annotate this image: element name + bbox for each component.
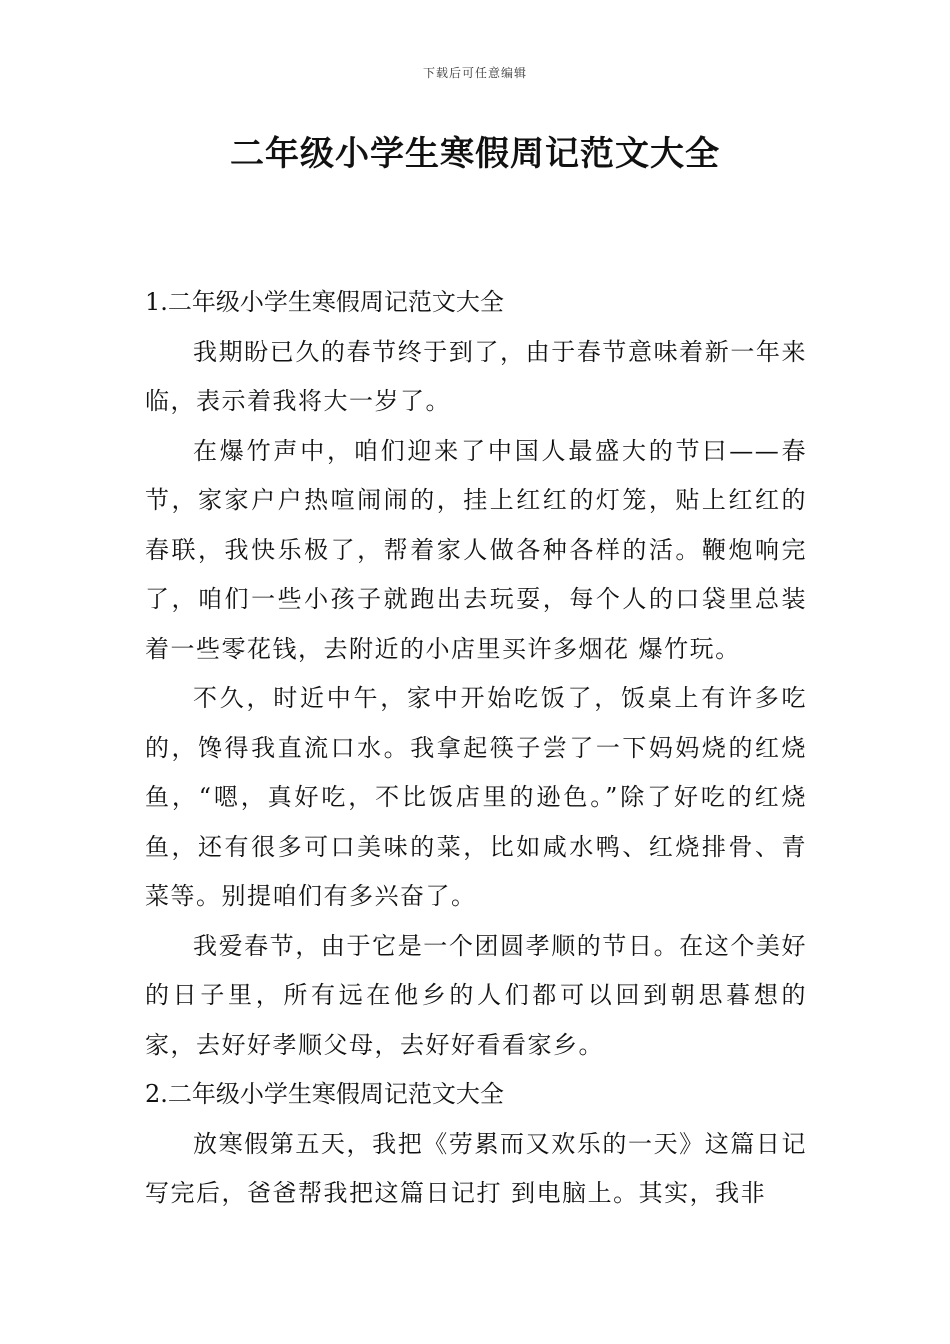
document-title: 二年级小学生寒假周记范文大全 <box>230 134 720 174</box>
section-heading: 2.二年级小学生寒假周记范文大全 <box>145 1080 504 1108</box>
section-heading: 1.二年级小学生寒假周记范文大全 <box>145 288 504 316</box>
document-body <box>145 278 807 1219</box>
header-note: 下载后可任意编辑 <box>422 66 527 80</box>
paragraph: 在爆竹声中，咱们迎来了中国人最盛大的节曰——春节，家家户户热喧闹闹的，挂上红红的灯笼，贴上红红的春联，我快乐极了，帮着家人做各种各样的活。鞭炮响完了，咱们一些小孩子就跑出去玩耍，每个人的口袋里总装着一些零花钱，去附近的小店里买许多烟花 爆竹玩。 <box>145 436 807 663</box>
paragraph: 不久，时近中午，家中开始吃饭了，饭桌上有许多吃的，馋得我直流口水。我拿起筷子尝了一下妈妈烧的红烧鱼，“嗯，真好吃，不比饭店里的逊色。”除了好吃的红烧鱼，还有很多可口美味的菜，比如咸水鸭、红烧排骨、青菜等。别提咱们有多兴奋了。 <box>145 684 807 910</box>
paragraph: 我爱春节，由于它是一个团圆孝顺的节日。在这个美好的日子里，所有远在他乡的人们都可以回到朝思暮想的家，去好好孝顺父母，去好好看看家乡。 <box>145 931 807 1059</box>
paragraph: 放寒假第五天，我把《劳累而又欢乐的一天》这篇日记写完后，爸爸帮我把这篇日记打 到电脑上。其实，我非 <box>145 1129 807 1207</box>
paragraph: 我期盼已久的春节终于到了，由于春节意味着新一年来临，表示着我将大一岁了。 <box>145 337 807 415</box>
